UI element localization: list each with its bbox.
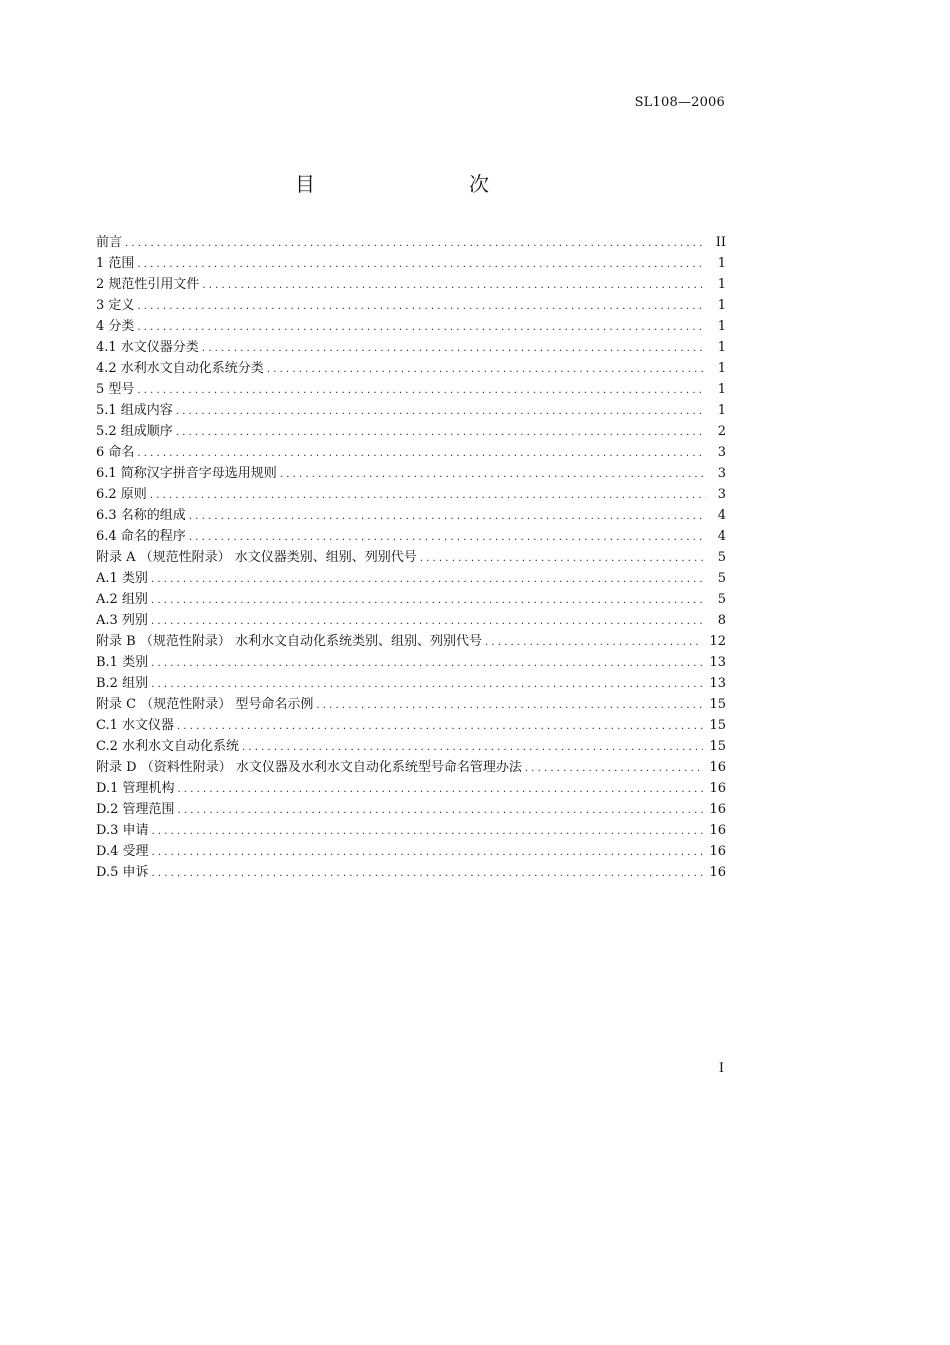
toc-dot-leader xyxy=(151,611,706,632)
toc-entry-page: 15 xyxy=(709,718,726,733)
toc-entry-label: 5.2 组成顺序 xyxy=(96,424,173,439)
toc-entry[interactable] xyxy=(96,862,726,883)
toc-entry[interactable] xyxy=(96,526,726,547)
toc-entry-label: 6.1 简称汉字拼音字母选用规则 xyxy=(96,466,277,481)
toc-entry[interactable] xyxy=(96,316,726,337)
toc-entry-page: 1 xyxy=(717,340,726,355)
toc-entry-label: D.2 管理范围 xyxy=(96,802,175,817)
toc-entry-page: 1 xyxy=(717,319,726,334)
toc-entry[interactable] xyxy=(96,379,726,400)
toc-entry[interactable] xyxy=(96,337,726,358)
toc-entry-label: 附录 B （规范性附录） 水利水文自动化系统类别、组别、列别代号 xyxy=(96,634,482,649)
toc-entry-page: II xyxy=(715,235,726,250)
toc-entry-label: 4.1 水文仪器分类 xyxy=(96,340,199,355)
toc-dot-leader xyxy=(152,842,704,863)
toc-dot-leader xyxy=(151,674,703,695)
toc-entry-label: 3 定义 xyxy=(96,298,135,313)
toc-entry-page: 1 xyxy=(717,361,726,376)
toc-dot-leader xyxy=(150,485,706,506)
toc-dot-leader xyxy=(137,380,706,401)
toc-entry[interactable] xyxy=(96,694,726,715)
toc-entry-page: 3 xyxy=(717,466,726,481)
toc-entry-page: 1 xyxy=(717,298,726,313)
toc-entry-label: 6 命名 xyxy=(96,445,135,460)
toc-dot-leader xyxy=(125,233,706,254)
toc-entry-page: 13 xyxy=(709,676,726,691)
toc-entry-page: 15 xyxy=(709,697,726,712)
toc-entry-label: C.2 水利水文自动化系统 xyxy=(96,739,240,754)
toc-entry-label: 2 规范性引用文件 xyxy=(96,277,200,292)
toc-entry-label: 4.2 水利水文自动化系统分类 xyxy=(96,361,264,376)
toc-entry-page: 8 xyxy=(717,613,726,628)
toc-dot-leader xyxy=(420,548,706,569)
toc-entry-label: D.1 管理机构 xyxy=(96,781,175,796)
page-number: I xyxy=(718,1061,724,1076)
toc-entry-page: 3 xyxy=(717,445,726,460)
toc-entry[interactable] xyxy=(96,589,726,610)
toc-dot-leader xyxy=(202,338,706,359)
toc-entry-label: 6.2 原则 xyxy=(96,487,147,502)
toc-dot-leader xyxy=(137,254,706,275)
toc-entry-page: 16 xyxy=(709,823,726,838)
toc-dot-leader xyxy=(316,695,703,716)
toc-entry-page: 12 xyxy=(709,634,726,649)
toc-entry[interactable] xyxy=(96,442,726,463)
toc-entry-label: D.3 申请 xyxy=(96,823,149,838)
toc-dot-leader xyxy=(151,569,706,590)
toc-entry-page: 13 xyxy=(709,655,726,670)
toc-entry[interactable] xyxy=(96,463,726,484)
toc-dot-leader xyxy=(151,653,703,674)
toc-entry-label: B.1 类别 xyxy=(96,655,149,670)
toc-entry-page: 4 xyxy=(717,508,726,523)
toc-dot-leader xyxy=(189,506,706,527)
toc-entry-label: D.4 受理 xyxy=(96,844,149,859)
toc-entry-page: 15 xyxy=(709,739,726,754)
page-title: 目 次 xyxy=(295,172,527,196)
toc-dot-leader xyxy=(189,527,706,548)
toc-entry-label: 附录 C （规范性附录） 型号命名示例 xyxy=(96,697,314,712)
toc-entry-label: 附录 D （资料性附录） 水文仪器及水利水文自动化系统型号命名管理办法 xyxy=(96,760,522,775)
toc-entry[interactable] xyxy=(96,820,726,841)
toc-entry-page: 1 xyxy=(717,403,726,418)
toc-entry[interactable] xyxy=(96,253,726,274)
toc-entry-page: 16 xyxy=(709,781,726,796)
toc-entry[interactable] xyxy=(96,757,726,778)
toc-dot-leader xyxy=(137,317,706,338)
toc-dot-leader xyxy=(176,422,706,443)
toc-entry-page: 3 xyxy=(717,487,726,502)
toc-entry-page: 4 xyxy=(717,529,726,544)
toc-entry-label: 附录 A （规范性附录） 水文仪器类别、组别、列别代号 xyxy=(96,550,417,565)
toc-entry[interactable] xyxy=(96,673,726,694)
toc-entry-label: A.1 类别 xyxy=(96,571,148,586)
toc-entry-page: 16 xyxy=(709,844,726,859)
toc-entry[interactable] xyxy=(96,736,726,757)
toc-entry[interactable] xyxy=(96,358,726,379)
toc-dot-leader xyxy=(525,758,704,779)
toc-entry[interactable] xyxy=(96,232,726,253)
toc-dot-leader xyxy=(152,821,704,842)
toc-entry[interactable] xyxy=(96,778,726,799)
toc-entry[interactable] xyxy=(96,295,726,316)
toc-dot-leader xyxy=(176,401,706,422)
toc-entry-label: 4 分类 xyxy=(96,319,135,334)
toc-entry-label: 6.4 命名的程序 xyxy=(96,529,186,544)
toc-entry-label: 6.3 名称的组成 xyxy=(96,508,186,523)
toc-entry-page: 1 xyxy=(717,382,726,397)
toc-dot-leader xyxy=(137,443,706,464)
toc-entry-page: 1 xyxy=(717,277,726,292)
toc-entry[interactable] xyxy=(96,841,726,862)
toc-entry[interactable] xyxy=(96,715,726,736)
toc-entry[interactable] xyxy=(96,274,726,295)
toc-entry[interactable] xyxy=(96,652,726,673)
toc-entry[interactable] xyxy=(96,484,726,505)
toc-entry-label: A.3 列别 xyxy=(96,613,148,628)
toc-entry-page: 2 xyxy=(717,424,726,439)
toc-entry[interactable] xyxy=(96,610,726,631)
toc-dot-leader xyxy=(280,464,706,485)
toc-entry[interactable] xyxy=(96,568,726,589)
toc-entry[interactable] xyxy=(96,547,726,568)
toc-dot-leader xyxy=(137,296,706,317)
toc-entry-page: 1 xyxy=(717,256,726,271)
toc-dot-leader xyxy=(267,359,706,380)
toc-dot-leader xyxy=(485,632,704,653)
table-of-contents xyxy=(96,232,726,883)
toc-entry-page: 16 xyxy=(709,760,726,775)
toc-entry-label: 5 型号 xyxy=(96,382,135,397)
toc-dot-leader xyxy=(178,779,704,800)
toc-entry[interactable] xyxy=(96,799,726,820)
toc-dot-leader xyxy=(242,737,703,758)
toc-entry[interactable] xyxy=(96,400,726,421)
toc-entry-page: 16 xyxy=(709,802,726,817)
standard-code: SL108—2006 xyxy=(634,95,725,110)
toc-entry-label: 5.1 组成内容 xyxy=(96,403,173,418)
toc-dot-leader xyxy=(177,716,703,737)
toc-dot-leader xyxy=(202,275,706,296)
toc-dot-leader xyxy=(151,590,706,611)
toc-dot-leader xyxy=(152,863,704,884)
toc-entry-label: A.2 组别 xyxy=(96,592,148,607)
toc-dot-leader xyxy=(178,800,704,821)
toc-entry[interactable] xyxy=(96,421,726,442)
toc-entry-page: 16 xyxy=(709,865,726,880)
toc-entry[interactable] xyxy=(96,631,726,652)
toc-entry-page: 5 xyxy=(717,550,726,565)
toc-entry-label: 前言 xyxy=(96,235,123,250)
toc-entry[interactable] xyxy=(96,505,726,526)
toc-entry-page: 5 xyxy=(717,571,726,586)
toc-entry-label: C.1 水文仪器 xyxy=(96,718,175,733)
toc-entry-label: D.5 申诉 xyxy=(96,865,149,880)
toc-entry-label: 1 范围 xyxy=(96,256,135,271)
toc-entry-label: B.2 组别 xyxy=(96,676,149,691)
toc-entry-page: 5 xyxy=(717,592,726,607)
